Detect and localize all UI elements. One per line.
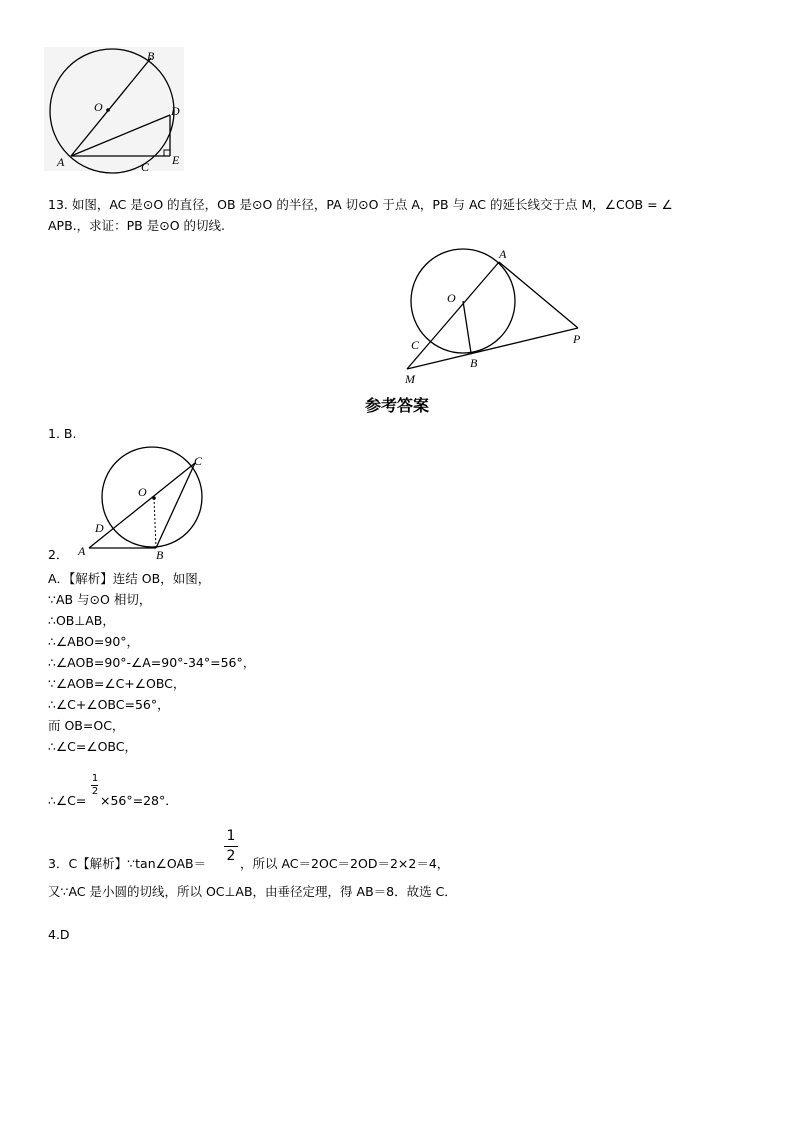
answer-3-suffix: ，所以 AC＝2OC＝2OD＝2×2＝4， (240, 856, 450, 871)
answer-2-line-2: ∵AB 与⊙O 相切， (48, 592, 152, 607)
label-b: B (156, 548, 164, 562)
center-point (106, 108, 110, 112)
figure-q13 (396, 244, 596, 392)
fraction-bar (224, 846, 238, 847)
label-d: D (95, 521, 104, 535)
answer-2-number: 2． (48, 547, 69, 562)
label-e: E (172, 153, 180, 167)
answer-4: 4.D (48, 927, 70, 942)
line-mp (407, 328, 578, 369)
label-p: P (573, 332, 581, 346)
line-am (407, 262, 499, 369)
answer-2-line-7: ∴∠C+∠OBC=56°， (48, 697, 170, 712)
answer-3-prefix: 3．C【解析】∵tan∠OAB＝ (48, 856, 207, 871)
label-b: B (470, 356, 478, 370)
answer-2-line-6: ∵∠AOB=∠C+∠OBC， (48, 676, 186, 691)
line-ac (89, 463, 195, 548)
answer-2-line-3: ∴OB⊥AB， (48, 613, 115, 628)
fraction-numerator: 1 (91, 773, 99, 784)
answer-2-final-suffix: ×56°=28°． (100, 793, 178, 808)
label-o: O (94, 100, 103, 114)
answer-2-final-prefix: ∴∠C= (48, 793, 87, 808)
fraction-numerator: 1 (226, 828, 236, 844)
answer-2-line-4: ∴∠ABO=90°， (48, 634, 140, 649)
line-ap (499, 262, 578, 328)
label-c: C (194, 454, 203, 468)
label-a: A (57, 155, 65, 169)
label-a: A (78, 544, 86, 558)
label-d: D (171, 104, 180, 118)
label-m: M (405, 372, 415, 386)
answer-3-line-2: 又∵AC 是小圆的切线，所以 OC⊥AB，由垂径定理，得 AB＝8．故选 C． (48, 884, 457, 899)
figure-q12 (40, 44, 190, 174)
q13-line2: APB.，求证：PB 是⊙O 的切线. (48, 218, 225, 233)
label-b: B (147, 49, 155, 63)
label-o: O (138, 485, 147, 499)
line-cb (156, 463, 195, 548)
figure-answer-1 (70, 444, 220, 564)
fraction-denominator: 2 (226, 848, 236, 864)
answer-2-line-1: A．【解析】连结 OB，如图， (48, 571, 211, 586)
dotted-ob (154, 498, 156, 548)
answers-title: 参考答案 (364, 396, 429, 415)
label-c: C (411, 338, 420, 352)
answer-2-line-9: ∴∠C=∠OBC， (48, 739, 137, 754)
label-o: O (447, 291, 456, 305)
answer-2-line-5: ∴∠AOB=90°-∠A=90°-34°=56°， (48, 655, 256, 670)
q13-line1: 13. 如图，AC 是⊙O 的直径，OB 是⊙O 的半径，PA 切⊙O 于点 A，PB 与 AC 的延长线交于点 M，∠COB = ∠ (48, 197, 673, 212)
center-point (152, 496, 156, 500)
fraction-denominator: 2 (91, 786, 99, 797)
answer-1: 1. B. (48, 426, 77, 441)
label-a: A (499, 247, 507, 261)
radius-ob (463, 301, 471, 353)
answer-2-line-8: 而 OB=OC， (48, 718, 125, 733)
label-c: C (141, 160, 150, 174)
